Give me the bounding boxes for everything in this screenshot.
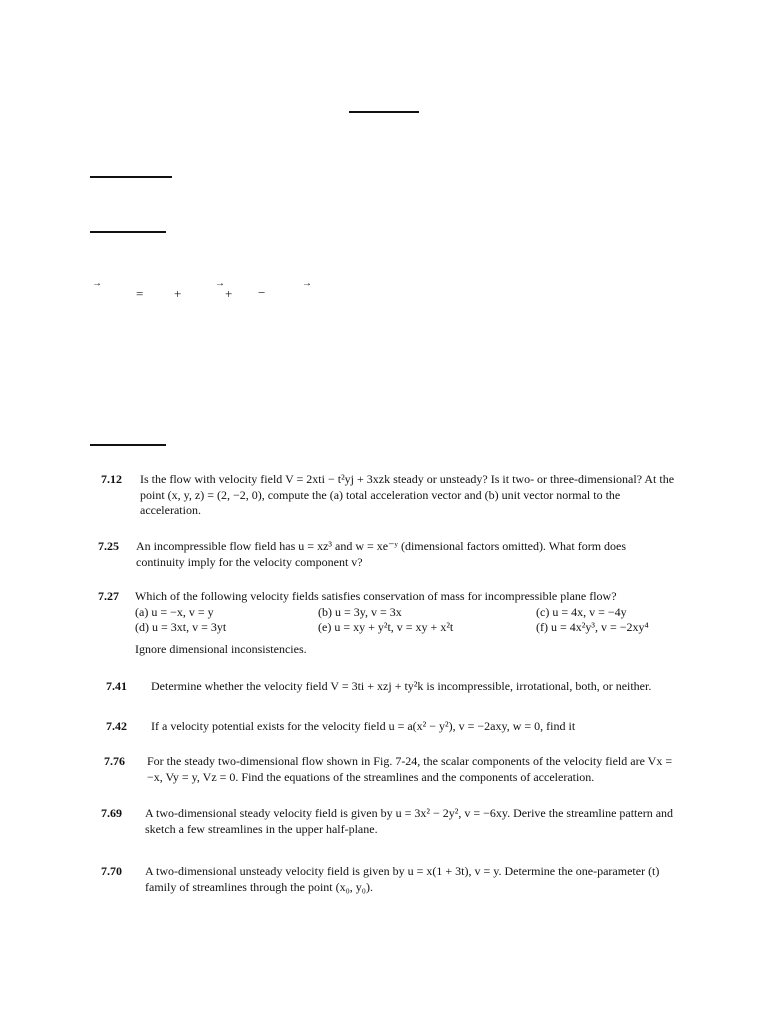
option-a: (a) u = −x, v = y [135, 604, 214, 619]
equation-minus: − [258, 285, 266, 300]
problem-number: 7.70 [101, 864, 122, 878]
equation-equals: = [136, 286, 144, 301]
section-rule-1 [90, 176, 172, 178]
problem-number: 7.27 [98, 589, 119, 603]
problem-number: 7.12 [101, 472, 122, 486]
problem-text: A two-dimensional steady velocity field is given by u = 3x² − 2y², v = −6xy. Derive the streamline pattern and sketch a few streamlines in the upper half-plane. [145, 806, 674, 836]
answer-options [135, 605, 675, 636]
section-rule-3 [90, 444, 166, 446]
option-f: (f) u = 4x²y³, v = −2xy⁴ [536, 620, 649, 634]
problem-number: 7.69 [101, 806, 122, 820]
equation-arrow-1: → [92, 278, 102, 289]
problem-number: 7.41 [106, 679, 127, 693]
title-rule [349, 111, 419, 113]
option-c: (c) u = 4x, v = −4y [536, 604, 627, 619]
equation-arrow-3: → [302, 278, 312, 289]
problem-note: Ignore dimensional inconsistencies. [135, 641, 307, 656]
problem-text: For the steady two-dimensional flow shown in Fig. 7-24, the scalar components of the velocity field are Vx = −x, Vy = y, Vz = 0. Find the equations of the streamlines and the components of acceleration. [147, 754, 673, 784]
problem-text: An incompressible flow field has u = xz³ and w = xe⁻ʸ (dimensional factors omitted). What form does continuity imply for the velocity component v? [136, 539, 627, 569]
problem-text: Is the flow with velocity field V = 2xti − t²yj + 3xzk steady or unsteady? Is it two- or three-dimensional? At the point (x, y, z) = (2, −2, 0), compute the (a) total acceleration vector and (b) unit vector normal to the acceleration. [140, 472, 675, 517]
problem-number: 7.25 [98, 539, 119, 553]
section-rule-2 [90, 231, 166, 233]
problem-number: 7.76 [104, 754, 125, 768]
problem-text: If a velocity potential exists for the velocity field u = a(x² − y²), v = −2axy, w = 0, find it [151, 719, 576, 733]
equation-plus-2: + [225, 286, 233, 301]
problem-text: Determine whether the velocity field V = 3ti + xzj + ty²k is incompressible, irrotational, both, or neither. [151, 679, 652, 693]
equation-arrow-2: → [215, 278, 225, 289]
problem-text: A two-dimensional unsteady velocity field is given by u = x(1 + 3t), v = y. Determine the one-parameter (t) family of streamlines through the point (x₀, y₀). [145, 864, 660, 894]
problem-number: 7.42 [106, 719, 127, 733]
problem-text: Which of the following velocity fields satisfies conservation of mass for incompressible plane flow? [135, 589, 617, 603]
option-b: (b) u = 3y, v = 3x [318, 604, 402, 619]
option-d: (d) u = 3xt, v = 3yt [135, 620, 227, 634]
option-e: (e) u = xy + y²t, v = xy + x²t [318, 620, 454, 634]
equation-plus-1: + [174, 286, 182, 301]
